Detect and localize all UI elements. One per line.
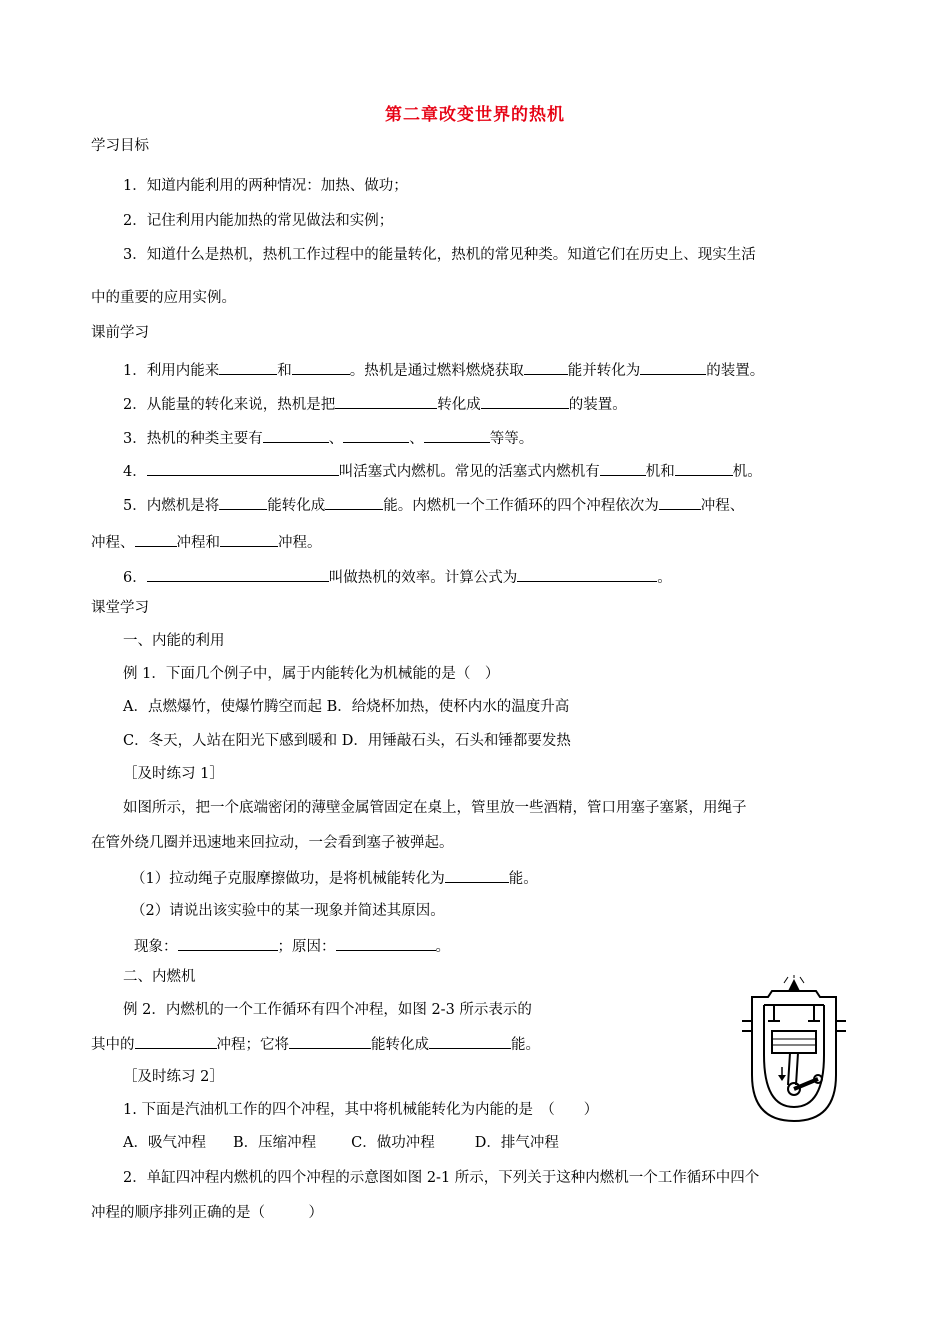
blank: [429, 1033, 511, 1049]
goal-item-1: 1．知道内能利用的两种情况：加热、做功；: [123, 178, 408, 194]
blank: [289, 1033, 371, 1049]
option-b: B．压缩冲程: [232, 1135, 317, 1151]
blank: [524, 359, 568, 375]
example-2: 例 2．内燃机的一个工作循环有四个冲程，如图 2-3 所示表示的: [123, 1002, 532, 1018]
engine-cylinder-diagram: [738, 975, 850, 1125]
goal-item-2: 2．记住利用内能加热的常见做法和实例；: [123, 213, 394, 229]
example-2-cont: 其中的 冲程；它将 能转化成 能。: [91, 1033, 540, 1055]
prestudy-q4: 4． 叫活塞式内燃机。常见的活塞式内燃机有 机和 机。: [123, 460, 762, 482]
section-heading-classroom: 课堂学习: [91, 600, 149, 616]
blank: [292, 359, 350, 375]
practice-1-q2: （2）请说出该实验中的某一现象并简述其原因。: [131, 903, 445, 919]
subheading-engine: 二、内燃机: [123, 969, 196, 985]
section-heading-goals: 学习目标: [91, 138, 149, 154]
practice-2-q1: 1. 下面是汽油机工作的四个冲程，其中将机械能转化为内能的是 （ ）: [123, 1102, 599, 1118]
page-title: 第二章改变世界的热机: [385, 105, 565, 125]
blank: [135, 531, 177, 547]
prestudy-q5: 5．内燃机是将 能转化成 能。内燃机一个工作循环的四个冲程依次为 冲程、: [123, 494, 744, 516]
prestudy-q6: 6． 叫做热机的效率。计算公式为 。: [123, 566, 672, 588]
blank: [336, 935, 436, 951]
blank: [675, 460, 733, 476]
example-1: 例 1．下面几个例子中，属于内能转化为机械能的是（ ）: [123, 666, 500, 682]
practice-1-label: ［及时练习 1］: [123, 766, 224, 782]
blank: [219, 359, 277, 375]
blank: [659, 494, 701, 510]
example-1-options-cd: C．冬天，人站在阳光下感到暖和 D．用锤敲石头，石头和锤都要发热: [123, 733, 571, 749]
blank: [335, 393, 437, 409]
blank: [600, 460, 646, 476]
practice-1-q1: （1）拉动绳子克服摩擦做功，是将机械能转化为 能。: [131, 867, 538, 889]
prestudy-q2: 2．从能量的转化来说，热机是把 转化成 的装置。: [123, 393, 627, 415]
prestudy-q1: 1．利用内能来 和 。热机是通过燃料燃烧获取 能并转化为 的装置。: [123, 359, 764, 381]
section-heading-prestudy: 课前学习: [91, 325, 149, 341]
prestudy-q5-cont: 冲程、 冲程和 冲程。: [91, 531, 322, 553]
prestudy-q3: 3．热机的种类主要有 、 、 等等。: [123, 427, 533, 449]
practice-1-text-cont: 在管外绕几圈并迅速地来回拉动，一会看到塞子被弹起。: [91, 835, 454, 851]
blank: [481, 393, 569, 409]
option-a: A．吸气冲程: [123, 1135, 206, 1151]
practice-1-q3: 现象： ；原因： 。: [134, 935, 450, 957]
goal-item-3-cont: 中的重要的应用实例。: [91, 290, 236, 306]
option-c: C．做功冲程: [351, 1135, 435, 1151]
blank: [325, 494, 383, 510]
practice-2-q2-cont: 冲程的顺序排列正确的是（ ）: [91, 1205, 323, 1221]
blank: [424, 427, 490, 443]
option-d: D．排气冲程: [474, 1135, 559, 1151]
practice-2-options: [123, 1133, 559, 1153]
blank: [343, 427, 409, 443]
blank: [178, 935, 278, 951]
subheading-internal-energy: 一、内能的利用: [123, 633, 225, 649]
blank: [147, 566, 329, 582]
blank: [517, 566, 657, 582]
blank: [147, 460, 339, 476]
blank: [219, 494, 267, 510]
blank: [135, 1033, 217, 1049]
blank: [220, 531, 278, 547]
example-1-options-ab: A．点燃爆竹，使爆竹腾空而起 B．给烧杯加热，使杯内水的温度升高: [123, 699, 570, 715]
blank: [263, 427, 329, 443]
blank: [445, 867, 509, 883]
blank: [640, 359, 706, 375]
practice-2-label: ［及时练习 2］: [123, 1069, 224, 1085]
practice-1-text: 如图所示，把一个底端密闭的薄壁金属管固定在桌上，管里放一些酒精，管口用塞子塞紧，用绳子: [123, 800, 747, 816]
practice-2-q2: 2．单缸四冲程内燃机的四个冲程的示意图如图 2-1 所示，下列关于这种内燃机一个工作循环中四个: [123, 1170, 760, 1186]
goal-item-3: 3．知道什么是热机，热机工作过程中的能量转化，热机的常见种类。知道它们在历史上、现实生活: [123, 247, 756, 263]
